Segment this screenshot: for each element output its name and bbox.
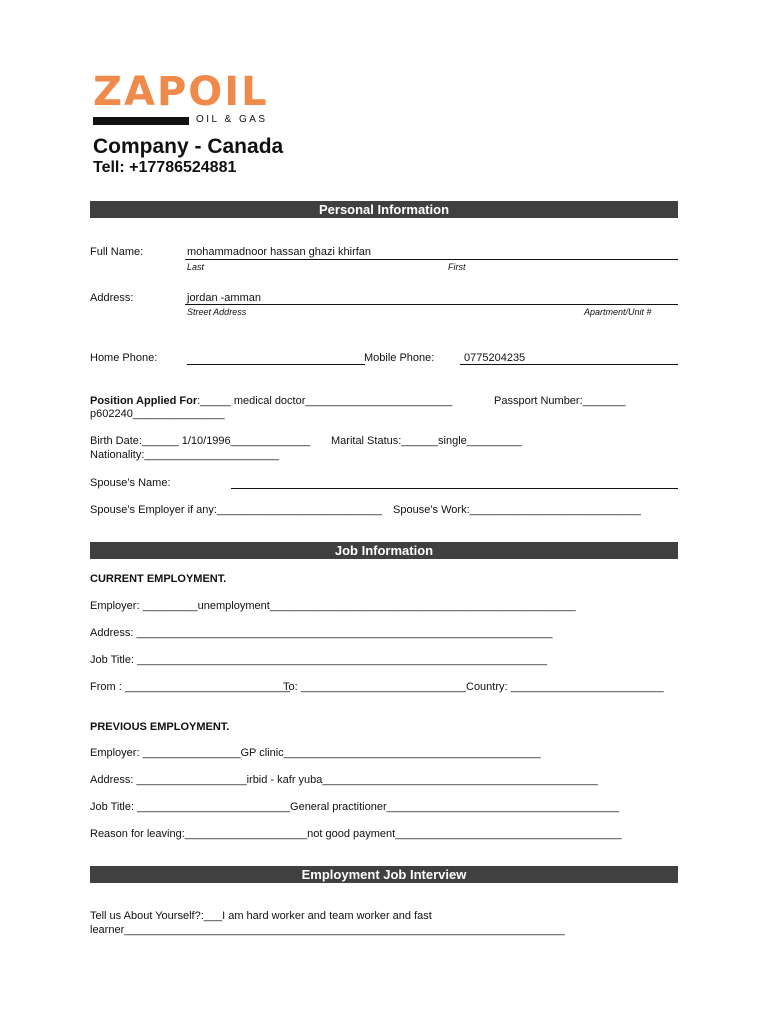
full-name-underline [185, 259, 678, 260]
position-applied-value: :_____ medical doctor________________________ [197, 395, 453, 407]
logo-underline-bar [93, 117, 189, 125]
section-job-information: Job Information [90, 542, 678, 559]
position-applied-label: Position Applied For [90, 395, 198, 407]
previous-employer-field[interactable]: Employer: ________________GP clinic__________________________________________ [90, 747, 541, 759]
from-date-field[interactable]: From : ___________________________ [90, 681, 291, 693]
section-employment-job-interview: Employment Job Interview [90, 866, 678, 883]
tell-us-about-yourself-line2[interactable]: learner________________________________________________________________________ [90, 924, 565, 936]
birth-date-field[interactable]: Birth Date:______ 1/10/1996_____________ [90, 435, 311, 447]
address-value[interactable]: jordan -amman [187, 292, 261, 304]
home-phone-label: Home Phone: [90, 352, 158, 364]
address-label: Address: [90, 292, 134, 304]
apartment-unit-caption: Apartment/Unit # [584, 307, 652, 317]
spouse-name-label: Spouse’s Name: [90, 477, 171, 489]
first-name-caption: First [448, 262, 466, 272]
previous-address-field[interactable]: Address: __________________irbid - kafr yuba_____________________________________________ [90, 774, 598, 786]
marital-status-field[interactable]: Marital Status:______single_________ [331, 435, 522, 447]
current-employment-heading: CURRENT EMPLOYMENT. [90, 573, 227, 585]
street-address-caption: Street Address [187, 307, 247, 317]
spouse-employer-field[interactable]: Spouse’s Employer if any:___________________________ [90, 504, 383, 516]
company-name: Company - Canada [93, 135, 284, 158]
company-logo: ZAPOIL [93, 69, 269, 115]
passport-number-label[interactable]: Passport Number:_______ [494, 395, 626, 407]
mobile-phone-value[interactable]: 0775204235 [464, 352, 526, 364]
section-personal-information: Personal Information [90, 201, 678, 218]
address-underline [185, 304, 678, 305]
previous-job-title-field[interactable]: Job Title: _________________________General practitioner______________________________________ [90, 801, 620, 813]
to-date-field[interactable]: To: ___________________________ [283, 681, 466, 693]
current-employer-field[interactable]: Employer: _________unemployment__________________________________________________ [90, 600, 576, 612]
full-name-value[interactable]: mohammadnoor hassan ghazi khirfan [187, 246, 372, 258]
passport-number-value[interactable]: p602240_______________ [90, 408, 225, 420]
home-phone-underline[interactable] [187, 364, 365, 365]
reason-for-leaving-field[interactable]: Reason for leaving:____________________not good payment_____________________________________ [90, 828, 622, 840]
mobile-phone-underline [460, 364, 678, 365]
spouse-name-underline[interactable] [231, 488, 678, 489]
current-address-field[interactable]: Address: ____________________________________________________________________ [90, 627, 553, 639]
company-phone: Tell: +17786524881 [93, 159, 237, 176]
nationality-field[interactable]: Nationality:______________________ [90, 449, 280, 461]
country-field[interactable]: Country: _________________________ [466, 681, 664, 693]
last-name-caption: Last [187, 262, 205, 272]
previous-employment-heading: PREVIOUS EMPLOYMENT. [90, 721, 230, 733]
mobile-phone-label: Mobile Phone: [364, 352, 435, 364]
spouse-work-field[interactable]: Spouse’s Work:____________________________ [393, 504, 641, 516]
position-applied-field[interactable] [90, 394, 452, 408]
full-name-label: Full Name: [90, 246, 144, 258]
current-job-title-field[interactable]: Job Title: ___________________________________________________________________ [90, 654, 547, 666]
tell-us-about-yourself-line1[interactable]: Tell us About Yourself?:___I am hard worker and team worker and fast [90, 910, 432, 922]
logo-subtitle: OIL & GAS [196, 114, 268, 125]
